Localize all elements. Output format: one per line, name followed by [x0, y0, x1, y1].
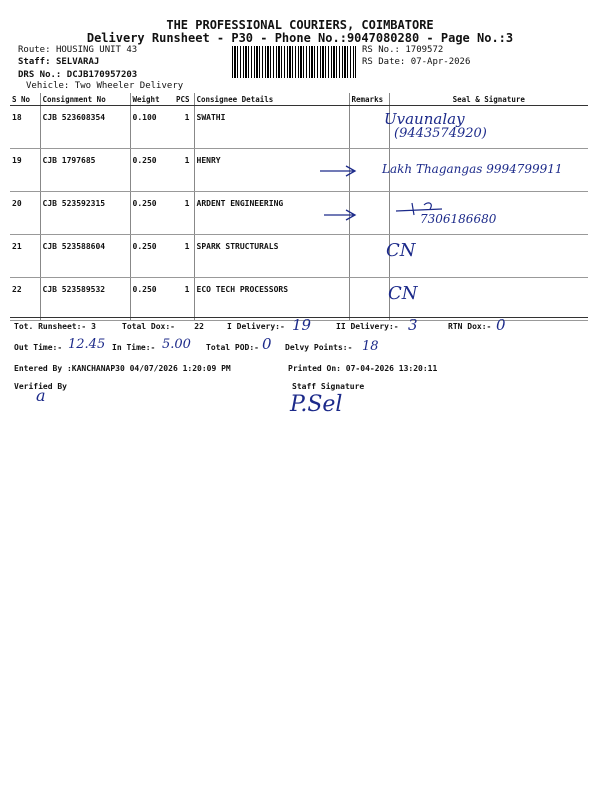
total-pod-label: Total POD:- — [206, 343, 259, 352]
document-subtitle: Delivery Runsheet - P30 - Phone No.:9047080280 - Page No.:3 — [86, 31, 514, 45]
table-header-row — [10, 93, 588, 106]
table-row — [10, 278, 588, 321]
row21-signature: CN — [386, 240, 416, 261]
rs-date-label: RS Date: — [362, 57, 406, 67]
cell-sno: 18 — [10, 106, 40, 149]
cell-consignment: CJB 523608354 — [40, 106, 130, 149]
cell-pcs: 1 — [172, 278, 194, 321]
cell-sno: 21 — [10, 235, 40, 278]
total-dox-row — [122, 322, 204, 331]
col-header-weight: Weight — [130, 93, 172, 106]
table-row — [10, 192, 588, 235]
staff-handwritten-signature: P.Sel — [290, 392, 343, 417]
cell-pcs: 1 — [172, 149, 194, 192]
staff-signature-label: Staff Signature — [292, 382, 365, 391]
tot-runsheet: Tot. Runsheet:- 3 — [14, 322, 96, 331]
rtn-dox-label: RTN Dox:- — [448, 322, 492, 331]
staff-row — [18, 57, 99, 67]
total-dox-value: 22 — [194, 322, 204, 331]
row20-handwritten-phone: 7306186680 — [420, 212, 497, 226]
cell-weight: 0.250 — [130, 149, 172, 192]
cell-pcs: 1 — [172, 235, 194, 278]
verified-by-label: Verified By — [14, 382, 67, 391]
col-header-seal-signature: Seal & Signature — [389, 93, 588, 106]
cell-weight: 0.250 — [130, 192, 172, 235]
cell-sno: 20 — [10, 192, 40, 235]
ii-delivery-value: 3 — [408, 316, 418, 334]
cell-sno: 22 — [10, 278, 40, 321]
cell-consignee: ARDENT ENGINEERING — [194, 192, 349, 235]
row18-handwritten-phone: (9443574920) — [394, 126, 487, 141]
col-header-consignee: Consignee Details — [194, 93, 349, 106]
cell-signature — [389, 235, 588, 278]
route-label: Route: — [18, 45, 51, 55]
vehicle-value: Two Wheeler Delivery — [74, 81, 184, 91]
cell-consignment: CJB 523588604 — [40, 235, 130, 278]
rs-date-row — [362, 57, 470, 67]
i-delivery-label: I Delivery:- — [227, 322, 285, 331]
total-dox-label: Total Dox:- — [122, 322, 175, 331]
printed-on: Printed On: 07-04-2026 13:20:11 — [288, 364, 438, 373]
route-value: HOUSING UNIT 43 — [55, 45, 138, 55]
rs-no-label: RS No.: — [362, 45, 400, 55]
i-delivery-value: 19 — [292, 316, 312, 334]
cell-weight: 0.250 — [130, 278, 172, 321]
in-time-value: 5.00 — [162, 337, 191, 352]
ii-delivery-label: II Delivery:- — [336, 322, 399, 331]
delvy-points-label: Delvy Points:- — [285, 343, 353, 352]
cell-consignment: CJB 523589532 — [40, 278, 130, 321]
cell-consignee: ECO TECH PROCESSORS — [194, 278, 349, 321]
staff-value: SELVARAJ — [55, 57, 100, 67]
cell-remarks — [349, 278, 389, 321]
vehicle-row — [26, 81, 183, 91]
rs-no-row — [362, 45, 443, 55]
rs-date-value: 07-Apr-2026 — [410, 57, 471, 67]
col-header-consignment: Consignment No — [40, 93, 130, 106]
cell-weight: 0.100 — [130, 106, 172, 149]
drs-row — [18, 70, 137, 80]
vehicle-label: Vehicle: — [26, 81, 70, 91]
cell-consignee: HENRY — [194, 149, 349, 192]
table-row — [10, 106, 588, 149]
row22-signature: CN — [388, 283, 418, 304]
row20-arrow-icon — [322, 209, 358, 221]
cell-consignee: SPARK STRUCTURALS — [194, 235, 349, 278]
row18-signature: Uvaunalay — [384, 110, 465, 128]
barcode-image — [232, 46, 356, 78]
cell-remarks — [349, 235, 389, 278]
drs-value: DCJB170957203 — [66, 70, 138, 80]
cell-weight: 0.250 — [130, 235, 172, 278]
col-header-sno: S No — [10, 93, 40, 106]
table-row — [10, 235, 588, 278]
out-time-label: Out Time:- — [14, 343, 63, 352]
cell-pcs: 1 — [172, 192, 194, 235]
in-time-label: In Time:- — [112, 343, 156, 352]
cell-consignment: CJB 1797685 — [40, 149, 130, 192]
runsheet-table — [10, 93, 588, 321]
delvy-points-value: 18 — [362, 339, 379, 354]
cell-consignee: SWATHI — [194, 106, 349, 149]
document-title: THE PROFESSIONAL COURIERS, COIMBATORE — [166, 18, 434, 32]
drs-label: DRS No.: — [18, 70, 62, 80]
staff-label: Staff: — [18, 57, 51, 67]
cell-consignment: CJB 523592315 — [40, 192, 130, 235]
cell-remarks — [349, 106, 389, 149]
row19-signature: Lakh Thagangas 9994799911 — [382, 162, 563, 176]
col-header-pcs: PCS — [172, 93, 194, 106]
verified-signature: a — [36, 386, 46, 405]
cell-pcs: 1 — [172, 106, 194, 149]
col-header-remarks: Remarks — [349, 93, 389, 106]
cell-sno: 19 — [10, 149, 40, 192]
rtn-dox-value: 0 — [496, 316, 506, 334]
out-time-value: 12.45 — [68, 337, 106, 352]
total-pod-value: 0 — [262, 335, 272, 353]
entered-by: Entered By :KANCHANAP30 04/07/2026 1:20:09 PM — [14, 364, 231, 373]
cell-signature — [389, 278, 588, 321]
row19-arrow-icon — [318, 165, 358, 177]
rs-no-value: 1709572 — [405, 45, 444, 55]
route-row — [18, 45, 137, 55]
